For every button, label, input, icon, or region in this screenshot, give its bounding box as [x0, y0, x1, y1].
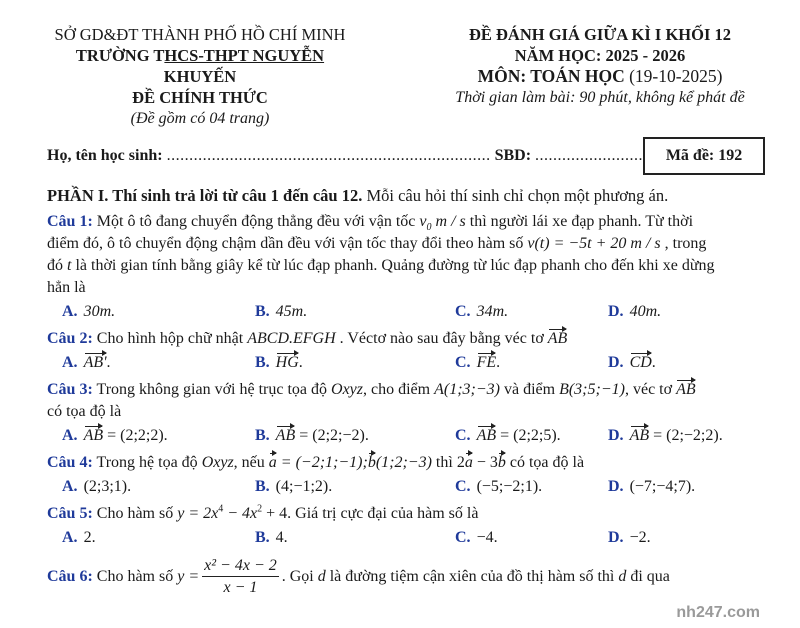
school-suffix: KHUYẾN — [163, 67, 237, 86]
option-vector: CD — [630, 352, 652, 374]
q4-expr-coef: 2 — [456, 454, 465, 471]
option-key: A. — [62, 427, 78, 444]
option-key: B. — [255, 303, 270, 320]
question-6-line-1 — [47, 554, 760, 600]
option-key: A. — [62, 529, 78, 546]
question-2-label: Câu 2: — [47, 330, 93, 347]
q3-text: Trong không gian với hệ trục tọa độ — [92, 381, 332, 398]
q4-oxyz: Oxyz — [201, 454, 234, 471]
option-value: 45m. — [275, 303, 308, 320]
q3-point-b: B(3;5;−1) — [559, 381, 625, 398]
option-vector: AB — [276, 425, 296, 447]
section-title-rest: Mỗi câu hỏi thí sinh chỉ chọn một phương án. — [362, 186, 669, 205]
q6-d-2: d — [618, 568, 627, 585]
question-1-line-4: hẳn là — [47, 279, 86, 296]
q3-text-d: , véc tơ — [624, 381, 677, 398]
student-info — [47, 147, 643, 165]
q5-option-c[interactable] — [455, 527, 608, 549]
q4-a-value: = (−2;1;−1); — [276, 454, 368, 471]
subject-line — [405, 66, 795, 87]
q6-denominator: x − 1 — [223, 578, 258, 596]
option-value: (−7;−4;7). — [629, 478, 696, 495]
option-value: −4. — [476, 529, 498, 546]
question-2-line-1 — [47, 328, 760, 350]
q1-text: Một ô tô đang chuyển động thẳng đều với vận tốc — [92, 213, 420, 230]
q1-unit: m / s — [431, 213, 466, 230]
option-vector: FE — [477, 352, 497, 374]
section-title-bold: PHẦN I. Thí sinh trả lời từ câu 1 đến câu 12. — [47, 186, 363, 205]
q6-y: y = — [177, 568, 200, 585]
q3-option-d[interactable] — [608, 425, 758, 447]
option-value: . — [651, 354, 656, 371]
q6-fraction — [202, 556, 279, 599]
department-name: SỞ GD&ĐT THÀNH PHỐ HỒ CHÍ MINH — [54, 25, 346, 44]
q5-exp-1: 4 — [218, 503, 224, 515]
q3-option-b[interactable] — [255, 425, 455, 447]
q4-text-b: , nếu — [233, 454, 269, 471]
q1-v0: v — [419, 213, 427, 230]
q4-option-a[interactable] — [62, 476, 255, 498]
q5-text: Cho hàm số — [92, 505, 178, 522]
q5-text-b: . Giá trị cực đại của hàm số là — [287, 505, 479, 522]
q3-text-b: , cho điểm — [363, 381, 435, 398]
q4-text-d: có tọa độ là — [505, 454, 585, 471]
q3-text-c: và điểm — [499, 381, 560, 398]
option-value: . — [496, 354, 501, 371]
q1-text-2: điểm đó, ô tô chuyển động chậm dần đều với vận tốc thay đổi theo hàm số — [47, 235, 528, 252]
option-key: D. — [608, 427, 624, 444]
option-key: D. — [608, 478, 624, 495]
q2-box: ABCD.EFGH — [247, 330, 336, 347]
q5-option-b[interactable] — [255, 527, 455, 549]
q2-text-b: . Véctơ nào sau đây bằng véc tơ — [335, 330, 548, 347]
q4-expr-minus: − 3 — [472, 454, 498, 471]
option-vector: AB — [630, 425, 650, 447]
option-vector: AB' — [84, 352, 107, 374]
sbd-field[interactable]: ........................ — [535, 147, 644, 164]
subject: MÔN: TOÁN HỌC — [477, 66, 625, 86]
q3-option-a[interactable] — [62, 425, 255, 447]
option-value: (2;3;1). — [83, 478, 132, 495]
header-left — [40, 24, 360, 129]
option-value: = (2;−2;2). — [649, 427, 723, 444]
option-key: B. — [255, 529, 270, 546]
option-key: A. — [62, 478, 78, 495]
q4-expr-a: a — [465, 452, 473, 474]
q6-text-d: đi qua — [626, 568, 670, 585]
question-5-line-1 — [47, 503, 760, 525]
watermark: nh247.com — [676, 604, 760, 621]
q3-option-c[interactable] — [455, 425, 608, 447]
q4-text: Trong hệ tọa độ — [92, 454, 202, 471]
q3-vector: AB — [676, 379, 696, 401]
option-value: . — [106, 354, 111, 371]
pages-note: (Đề gồm có 04 trang) — [130, 110, 270, 127]
name-field[interactable]: ........................................................................ — [166, 147, 491, 164]
option-value: −2. — [629, 529, 651, 546]
q5-formula-b: − 4x — [223, 505, 258, 522]
option-value: 4. — [275, 529, 288, 546]
q2-text: Cho hình hộp chữ nhật — [92, 330, 248, 347]
q1-text-3: đó — [47, 257, 67, 274]
option-key: A. — [62, 303, 78, 320]
option-key: B. — [255, 354, 270, 371]
q6-text: Cho hàm số — [92, 568, 178, 585]
option-value: 34m. — [476, 303, 509, 320]
q1-option-c[interactable] — [455, 301, 608, 323]
q1-options — [47, 301, 760, 323]
option-value: = (2;2;5). — [496, 427, 561, 444]
exam-body — [0, 175, 800, 600]
school-name — [40, 45, 360, 87]
q2-option-d[interactable] — [608, 352, 758, 374]
time-note: Thời gian làm bài: 90 phút, không kể phát đề — [455, 89, 745, 106]
option-value: (4;−1;2). — [275, 478, 333, 495]
q4-option-c[interactable] — [455, 476, 608, 498]
q3-options — [47, 425, 760, 447]
question-1-line-2 — [47, 233, 760, 255]
q2-vector: AB — [548, 328, 568, 350]
option-value: (−5;−2;1). — [476, 478, 543, 495]
q1-text-2b: , trong — [660, 235, 707, 252]
q5-formula-a: y = 2x — [177, 505, 219, 522]
option-key: D. — [608, 354, 624, 371]
q2-options — [47, 352, 760, 374]
q4-b-value: (1;2;−3) — [375, 454, 432, 471]
q5-option-a[interactable] — [62, 527, 255, 549]
question-6-label: Câu 6: — [47, 568, 93, 585]
q4-vector-a: a — [269, 452, 277, 474]
option-value: = (2;2;−2). — [295, 427, 369, 444]
q1-option-a[interactable] — [62, 301, 255, 323]
header — [0, 0, 800, 129]
q5-formula-c: + 4 — [262, 505, 288, 522]
question-4-line-1 — [47, 452, 760, 474]
q1-option-d[interactable] — [608, 301, 758, 323]
q2-option-c[interactable] — [455, 352, 608, 374]
option-key: D. — [608, 303, 624, 320]
option-key: B. — [255, 478, 270, 495]
q4-option-b[interactable] — [255, 476, 455, 498]
option-value: 40m. — [629, 303, 662, 320]
student-info-row — [0, 129, 800, 175]
q6-text-b: . Gọi — [281, 568, 318, 585]
exam-date: (19-10-2025) — [624, 66, 723, 86]
question-1-line-3 — [47, 255, 760, 277]
option-key: C. — [455, 354, 471, 371]
q4-expr-b: b — [498, 452, 506, 474]
q5-option-d[interactable] — [608, 527, 758, 549]
q1-text-3b: là thời gian tính bằng giây kể từ lúc đạp phanh. Quảng đường từ lúc đạp phanh cho đến khi xe dừng — [71, 257, 715, 274]
q2-option-a[interactable] — [62, 352, 255, 374]
exam-title: ĐỀ ĐÁNH GIÁ GIỮA KÌ I KHỐI 12 — [468, 25, 732, 44]
option-key: C. — [455, 303, 471, 320]
q4-option-d[interactable] — [608, 476, 758, 498]
question-1-label: Câu 1: — [47, 213, 93, 230]
q1-option-b[interactable] — [255, 301, 455, 323]
q6-numerator: x² − 4x − 2 — [202, 556, 279, 577]
q6-d: d — [317, 568, 326, 585]
option-value: = (2;2;2). — [103, 427, 168, 444]
name-label: Họ, tên học sinh: — [47, 147, 163, 164]
school-year: NĂM HỌC: 2025 - 2026 — [514, 46, 686, 65]
question-3-line-2: có tọa độ là — [47, 403, 122, 420]
q4-options — [47, 476, 760, 498]
question-3-line-1 — [47, 379, 760, 401]
q1-t: t — [67, 257, 72, 274]
question-1-line-1 — [47, 211, 760, 233]
header-right — [405, 24, 795, 129]
option-key: D. — [608, 529, 624, 546]
exam-type: ĐỀ CHÍNH THỨC — [132, 88, 268, 107]
question-3-label: Câu 3: — [47, 381, 93, 398]
q1-text-b: thì người lái xe đạp phanh. Từ thời — [465, 213, 694, 230]
q4-vector-b: b — [368, 452, 376, 474]
option-vector: HG — [276, 352, 299, 374]
q3-point-a: A(1;3;−3) — [434, 381, 500, 398]
option-key: C. — [455, 427, 471, 444]
q6-text-c: là đường tiệm cận xiên của đồ thị hàm số thì — [325, 568, 619, 585]
option-key: B. — [255, 427, 270, 444]
q3-oxyz: Oxyz — [331, 381, 363, 398]
option-value: 30m. — [83, 303, 116, 320]
question-4-label: Câu 4: — [47, 454, 93, 471]
option-key: C. — [455, 529, 471, 546]
q5-exp-2: 2 — [257, 503, 263, 515]
option-vector: AB — [477, 425, 497, 447]
school-prefix: TRƯỜNG T — [75, 46, 165, 65]
q5-options — [47, 527, 760, 549]
option-vector: AB — [84, 425, 104, 447]
option-value: . — [298, 354, 303, 371]
q1-v0-sub: 0 — [426, 222, 432, 234]
exam-code-box: Mã đề: 192 — [643, 137, 765, 175]
option-key: A. — [62, 354, 78, 371]
q1-formula: v(t) = −5t + 20 m / s — [527, 235, 661, 252]
section-title — [47, 185, 760, 207]
question-5-label: Câu 5: — [47, 505, 93, 522]
option-value: 2. — [83, 529, 96, 546]
sbd-label: SBD: — [494, 147, 532, 164]
q4-text-c: thì — [431, 454, 457, 471]
option-key: C. — [455, 478, 471, 495]
q2-option-b[interactable] — [255, 352, 455, 374]
school-underlined: HCS-THPT NGUYỄN — [164, 46, 325, 65]
